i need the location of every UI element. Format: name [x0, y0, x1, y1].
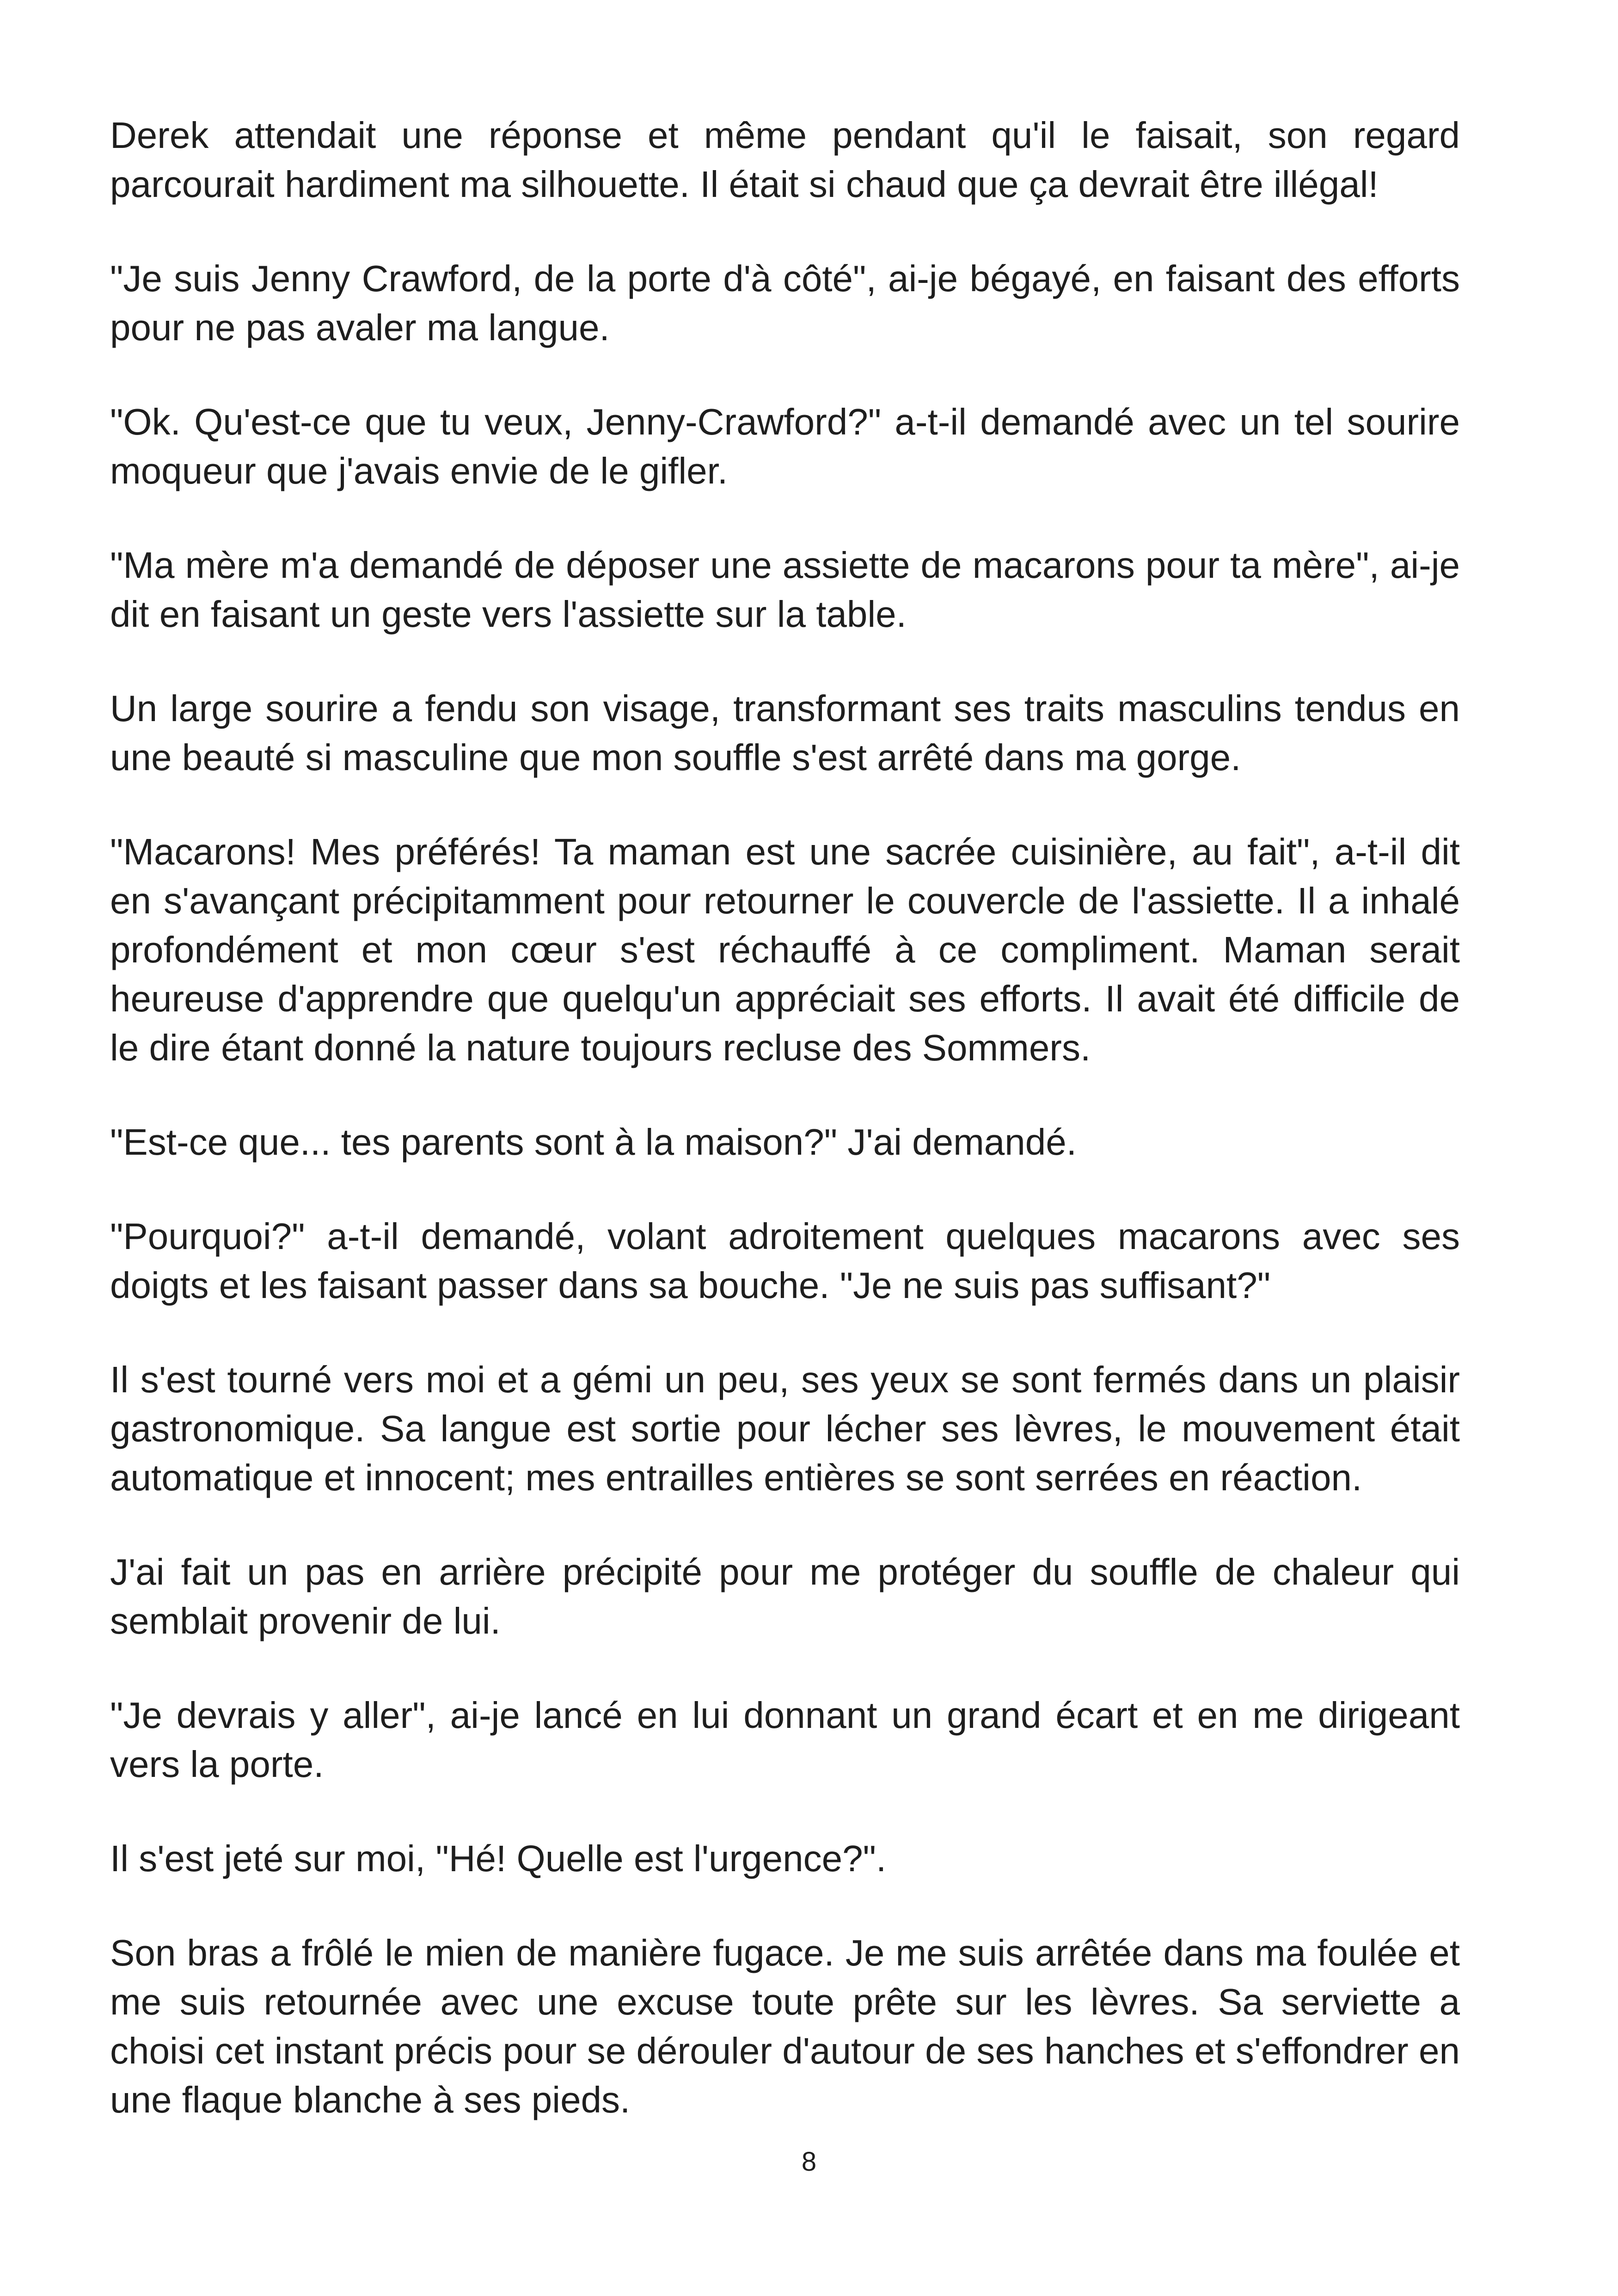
paragraph-4: "Ma mère m'a demandé de déposer une assiette de macarons pour ta mère", ai-je dit en faisant un geste vers l'assiette sur la table. [110, 545, 1460, 635]
paragraph-10: J'ai fait un pas en arrière précipité pour me protéger du souffle de chaleur qui semblait provenir de lui. [110, 1551, 1460, 1641]
paragraph-3: "Ok. Qu'est-ce que tu veux, Jenny-Crawford?" a-t-il demandé avec un tel sourire moqueur que j'avais envie de le gifler. [110, 401, 1460, 491]
page-number: 8 [801, 2147, 817, 2177]
paragraph-2: "Je suis Jenny Crawford, de la porte d'à côté", ai-je bégayé, en faisant des efforts pour ne pas avaler ma langue. [110, 258, 1460, 348]
paragraph-8: "Pourquoi?" a-t-il demandé, volant adroitement quelques macarons avec ses doigts et les faisant passer dans sa bouche. "Je ne suis pas suffisant?" [110, 1216, 1460, 1306]
paragraph-1: Derek attendait une réponse et même pendant qu'il le faisait, son regard parcourait hardiment ma silhouette. Il était si chaud que ça devrait être illégal! [110, 115, 1460, 205]
paragraph-6: "Macarons! Mes préférés! Ta maman est une sacrée cuisinière, au fait", a-t-il dit en s'avançant précipitamment pour retourner le couvercle de l'assiette. Il a inhalé profondément et mon cœur s'est réchauffé à ce compliment. Maman serait heureuse d'apprendre que quelqu'un appréciait ses efforts. Il avait été difficile de le dire étant donné la nature toujours recluse des Sommers. [110, 831, 1460, 1068]
paragraph-5: Un large sourire a fendu son visage, transformant ses traits masculins tendus en une beauté si masculine que mon souffle s'est arrêté dans ma gorge. [110, 688, 1460, 778]
body-text [110, 111, 1460, 2170]
paragraph-13: Son bras a frôlé le mien de manière fugace. Je me suis arrêtée dans ma foulée et me suis retournée avec une excuse toute prête sur les lèvres. Sa serviette a choisi cet instant précis pour se dérouler d'autour de ses hanches et s'effondrer en une flaque blanche à ses pieds. [110, 1932, 1460, 2120]
paragraph-11: "Je devrais y aller", ai-je lancé en lui donnant un grand écart et en me dirigeant vers la porte. [110, 1695, 1460, 1785]
paragraph-12: Il s'est jeté sur moi, "Hé! Quelle est l'urgence?". [110, 1838, 887, 1879]
paragraph-9: Il s'est tourné vers moi et a gémi un peu, ses yeux se sont fermés dans un plaisir gastronomique. Sa langue est sortie pour lécher ses lèvres, le mouvement était automatique et innocent; mes entrailles entières se sont serrées en réaction. [110, 1359, 1460, 1498]
paragraph-7: "Est-ce que... tes parents sont à la maison?" J'ai demandé. [110, 1121, 1077, 1163]
